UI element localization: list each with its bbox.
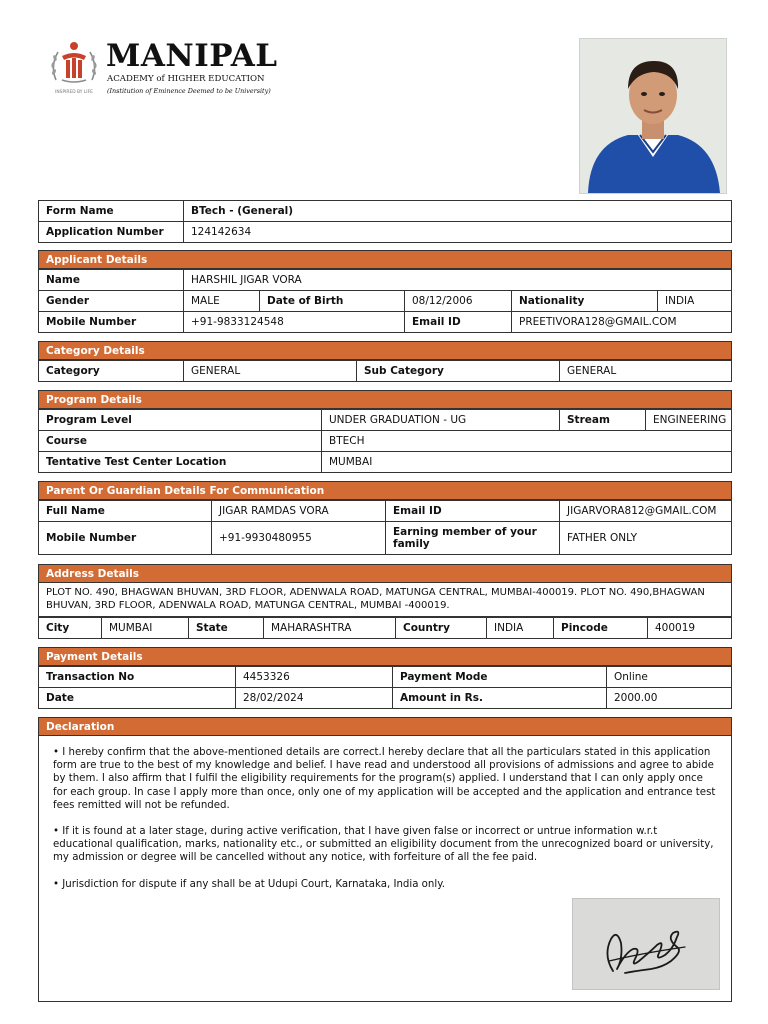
dob-label: Date of Birth [260, 291, 405, 312]
applicant-details-section [38, 250, 732, 333]
program-details-section [38, 390, 732, 473]
nationality-value: INDIA [658, 291, 732, 312]
sub-category-label: Sub Category [357, 361, 560, 382]
section-header-category: Category Details [38, 341, 732, 360]
guardian-mobile-value: +91-9930480955 [212, 522, 386, 555]
category-value: GENERAL [184, 361, 357, 382]
address-details-section [38, 564, 732, 639]
state-value: MAHARASHTRA [264, 618, 396, 639]
section-header-declaration: Declaration [38, 717, 732, 736]
declaration-body [38, 736, 732, 1002]
applicant-photo [579, 38, 727, 194]
name-label: Name [39, 270, 184, 291]
institution-name: MANIPAL [106, 38, 278, 74]
institution-subtitle: ACADEMY of HIGHER EDUCATION [107, 74, 265, 84]
address-text: PLOT NO. 490, BHAGWAN BHUVAN, 3RD FLOOR, ADENWALA ROAD, MATUNGA CENTRAL, MUMBAI-400019. PLOT NO. 490,BHAGWAN BHUVAN, 3RD FLOOR, ADENWALA ROAD, MATUNGA CENTRAL, MUMBAI -400019. [38, 583, 732, 617]
application-number-value: 124142634 [184, 222, 732, 243]
test-center-value: MUMBAI [322, 452, 732, 473]
payment-mode-value: Online [607, 667, 732, 688]
transaction-no-value: 4453326 [236, 667, 393, 688]
section-header-payment: Payment Details [38, 647, 732, 666]
email-label: Email ID [405, 312, 512, 333]
applicant-signature [572, 898, 720, 990]
category-label: Category [39, 361, 184, 382]
mobile-label: Mobile Number [39, 312, 184, 333]
section-header-applicant: Applicant Details [38, 250, 732, 269]
program-level-label: Program Level [39, 410, 322, 431]
guardian-details-section [38, 481, 732, 555]
amount-label: Amount in Rs. [393, 688, 607, 709]
form-name-label: Form Name [39, 201, 184, 222]
sub-category-value: GENERAL [560, 361, 732, 382]
seal-text: INSPIRED BY LIFE [55, 90, 93, 95]
earning-member-value: FATHER ONLY [560, 522, 732, 555]
payment-mode-label: Payment Mode [393, 667, 607, 688]
country-value: INDIA [487, 618, 554, 639]
state-label: State [189, 618, 264, 639]
category-details-section [38, 341, 732, 382]
earning-member-label: Earning member of your family [386, 522, 560, 555]
name-value: HARSHIL JIGAR VORA [184, 270, 732, 291]
stream-label: Stream [560, 410, 646, 431]
section-header-program: Program Details [38, 390, 732, 409]
dob-value: 08/12/2006 [405, 291, 512, 312]
city-value: MUMBAI [102, 618, 189, 639]
payment-details-section [38, 647, 732, 709]
payment-date-label: Date [39, 688, 236, 709]
nationality-label: Nationality [512, 291, 658, 312]
course-value: BTECH [322, 431, 732, 452]
country-label: Country [396, 618, 487, 639]
application-number-label: Application Number [39, 222, 184, 243]
guardian-email-label: Email ID [386, 501, 560, 522]
test-center-label: Tentative Test Center Location [39, 452, 322, 473]
gender-value: MALE [184, 291, 260, 312]
guardian-name-value: JIGAR RAMDAS VORA [212, 501, 386, 522]
declaration-paragraph: • If it is found at a later stage, during active verification, that I have given false or incorrect or untrue information w.r.t educational qualification, marks, nationality etc., or submitted an eligibility document from the unrecognized board or university, my admission or degree will be cancelled without any notice, with forfeiture of all the fee paid. [53, 826, 714, 864]
course-label: Course [39, 431, 322, 452]
pincode-value: 400019 [648, 618, 732, 639]
payment-date-value: 28/02/2024 [236, 688, 393, 709]
email-value: PREETIVORA128@GMAIL.COM [512, 312, 732, 333]
city-label: City [39, 618, 102, 639]
form-info-section [38, 200, 732, 243]
declaration-paragraph: • I hereby confirm that the above-mentioned details are correct.I hereby declare that all the particulars stated in this application form are true to the best of my knowledge and belief. I have read and understood all provisions of admissions and agree to abide by them. I also affirm that I fulfil the eligibility requirements for the program(s) applied. I understand that I can only apply once for each group. In case I apply more than once, only one of my application will be accepted and the application and entrance test fees remitted will not be refunded. [53, 747, 716, 811]
institution-logo [46, 36, 296, 100]
transaction-no-label: Transaction No [39, 667, 236, 688]
section-header-guardian: Parent Or Guardian Details For Communication [38, 481, 732, 500]
gender-label: Gender [39, 291, 184, 312]
mobile-value: +91-9833124548 [184, 312, 405, 333]
guardian-name-label: Full Name [39, 501, 212, 522]
pincode-label: Pincode [554, 618, 648, 639]
manipal-seal-icon [46, 36, 102, 96]
declaration-section [38, 717, 732, 1002]
guardian-mobile-label: Mobile Number [39, 522, 212, 555]
amount-value: 2000.00 [607, 688, 732, 709]
institution-tagline: (Institution of Eminence Deemed to be University) [107, 87, 271, 95]
declaration-paragraph: • Jurisdiction for dispute if any shall be at Udupi Court, Karnataka, India only. [53, 878, 446, 890]
stream-value: ENGINEERING [646, 410, 732, 431]
form-name-value: BTech - (General) [184, 201, 732, 222]
program-level-value: UNDER GRADUATION - UG [322, 410, 560, 431]
guardian-email-value: JIGARVORA812@GMAIL.COM [560, 501, 732, 522]
section-header-address: Address Details [38, 564, 732, 583]
